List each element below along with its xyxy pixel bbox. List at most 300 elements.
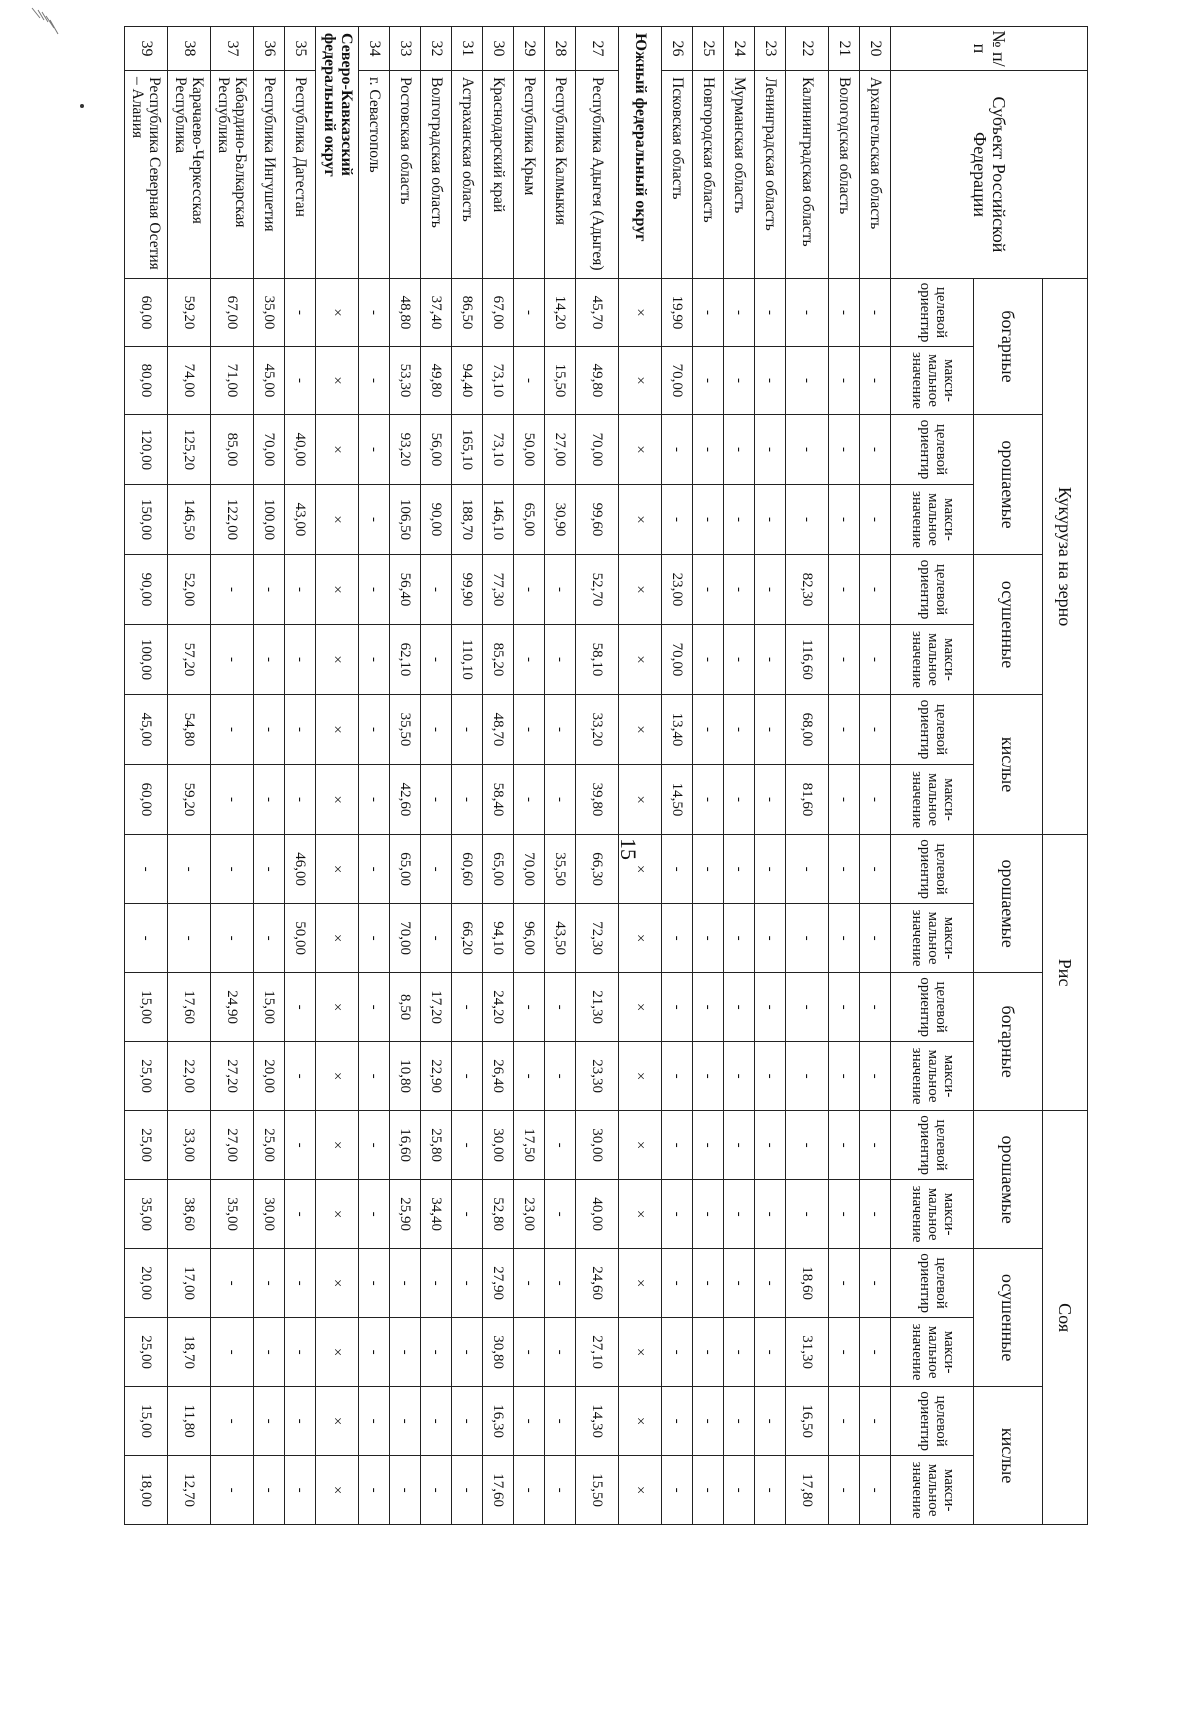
value-cell: × (316, 279, 359, 347)
value-cell: 25,00 (125, 1042, 168, 1111)
value-cell: - (514, 279, 545, 347)
value-cell: - (755, 279, 786, 347)
value-cell: - (514, 347, 545, 415)
value-cell: 120,00 (125, 415, 168, 485)
value-cell: - (211, 835, 254, 904)
value-cell: × (316, 1249, 359, 1318)
table-row (125, 27, 168, 1525)
region-name: Карачаево-Черкесская Республика (168, 71, 211, 279)
value-cell: × (316, 904, 359, 973)
value-cell: 65,00 (514, 485, 545, 555)
value-cell: - (693, 485, 724, 555)
value-cell: × (619, 973, 662, 1042)
table-row (545, 27, 576, 1525)
value-cell: 60,00 (125, 279, 168, 347)
value-cell: - (545, 973, 576, 1042)
value-cell: - (421, 625, 452, 695)
value-cell: 146,10 (483, 485, 514, 555)
value-cell: - (125, 835, 168, 904)
value-cell: 66,20 (452, 904, 483, 973)
value-cell: - (662, 973, 693, 1042)
district-name: Северо-Кавказский федеральный округ (316, 27, 359, 279)
region-name: Республика Северная Осетия – Алания (125, 71, 168, 279)
value-cell: - (755, 1111, 786, 1180)
value-cell: 20,00 (254, 1042, 285, 1111)
value-cell: - (254, 1318, 285, 1387)
value-cell: 18,00 (125, 1456, 168, 1525)
value-cell: 70,00 (662, 347, 693, 415)
value-cell: - (359, 973, 390, 1042)
value-cell: - (693, 1387, 724, 1456)
value-cell: - (254, 695, 285, 765)
header-category: кислые (974, 695, 1043, 835)
value-cell: - (860, 279, 891, 347)
value-cell: - (755, 973, 786, 1042)
value-cell: - (724, 415, 755, 485)
value-cell: × (316, 485, 359, 555)
value-cell: - (452, 973, 483, 1042)
value-cell: × (316, 695, 359, 765)
value-cell: 73,10 (483, 347, 514, 415)
value-cell: × (619, 1318, 662, 1387)
value-cell: - (829, 555, 860, 625)
value-cell: 14,50 (662, 765, 693, 835)
value-cell: - (359, 1111, 390, 1180)
value-cell: × (316, 1387, 359, 1456)
value-cell: - (211, 1318, 254, 1387)
header-target: целевой ориентир (891, 835, 974, 904)
value-cell: - (755, 1387, 786, 1456)
row-number: 29 (514, 27, 545, 71)
region-name: Калининградская область (786, 71, 829, 279)
value-cell: - (755, 1249, 786, 1318)
value-cell: 30,00 (483, 1111, 514, 1180)
value-cell: - (421, 835, 452, 904)
value-cell: 12,70 (168, 1456, 211, 1525)
header-subject: Субъект Российской Федерации (891, 71, 1088, 279)
value-cell: 165,10 (452, 415, 483, 485)
value-cell: - (359, 1180, 390, 1249)
value-cell: 99,60 (576, 485, 619, 555)
value-cell: 90,00 (125, 555, 168, 625)
value-cell: - (786, 973, 829, 1042)
value-cell: 30,00 (254, 1180, 285, 1249)
value-cell: 35,50 (545, 835, 576, 904)
value-cell: 35,00 (254, 279, 285, 347)
row-number: 28 (545, 27, 576, 71)
value-cell: - (693, 973, 724, 1042)
value-cell: - (724, 625, 755, 695)
value-cell: - (254, 765, 285, 835)
value-cell: - (860, 1042, 891, 1111)
value-cell: 30,80 (483, 1318, 514, 1387)
value-cell: 43,50 (545, 904, 576, 973)
value-cell: 30,90 (545, 485, 576, 555)
header-crop-rice: Рис (1043, 835, 1088, 1111)
value-cell: 59,20 (168, 279, 211, 347)
value-cell: 99,90 (452, 555, 483, 625)
value-cell: - (452, 1387, 483, 1456)
value-cell: - (860, 625, 891, 695)
value-cell: - (514, 765, 545, 835)
value-cell: - (786, 415, 829, 485)
value-cell: × (619, 415, 662, 485)
scan-artifact-dot (80, 104, 84, 108)
value-cell: - (359, 485, 390, 555)
value-cell: - (211, 765, 254, 835)
value-cell: 16,30 (483, 1387, 514, 1456)
value-cell: 17,60 (483, 1456, 514, 1525)
row-number: 21 (829, 27, 860, 71)
value-cell: 57,20 (168, 625, 211, 695)
value-cell: - (829, 625, 860, 695)
value-cell: - (860, 415, 891, 485)
value-cell: - (254, 555, 285, 625)
value-cell: 25,00 (254, 1111, 285, 1180)
header-target: целевой ориентир (891, 1111, 974, 1180)
value-cell: 22,00 (168, 1042, 211, 1111)
value-cell: 39,80 (576, 765, 619, 835)
row-number: 37 (211, 27, 254, 71)
value-cell: - (545, 1249, 576, 1318)
value-cell: 25,90 (390, 1180, 421, 1249)
value-cell: 71,00 (211, 347, 254, 415)
value-cell: 93,20 (390, 415, 421, 485)
value-cell: - (545, 555, 576, 625)
value-cell: - (786, 1111, 829, 1180)
value-cell: - (545, 1111, 576, 1180)
row-number: 36 (254, 27, 285, 71)
value-cell: - (211, 695, 254, 765)
value-cell: - (786, 1180, 829, 1249)
region-name: Ленинградская область (755, 71, 786, 279)
table-row (421, 27, 452, 1525)
value-cell: - (829, 765, 860, 835)
value-cell: - (421, 555, 452, 625)
value-cell: - (829, 1249, 860, 1318)
value-cell: 72,30 (576, 904, 619, 973)
value-cell: - (390, 1456, 421, 1525)
value-cell: - (452, 1318, 483, 1387)
value-cell: 150,00 (125, 485, 168, 555)
value-cell: - (755, 555, 786, 625)
value-cell: 25,00 (125, 1111, 168, 1180)
value-cell: 31,30 (786, 1318, 829, 1387)
value-cell: 24,60 (576, 1249, 619, 1318)
header-max: макси-мальное значение (891, 485, 974, 555)
table-row (724, 27, 755, 1525)
value-cell: - (662, 904, 693, 973)
value-cell: - (860, 765, 891, 835)
value-cell: - (724, 835, 755, 904)
region-name: Волгоградская область (421, 71, 452, 279)
value-cell: - (829, 1111, 860, 1180)
value-cell: 24,90 (211, 973, 254, 1042)
header-category: орошаемые (974, 415, 1043, 555)
value-cell: - (724, 765, 755, 835)
value-cell: - (168, 835, 211, 904)
value-cell: - (285, 1249, 316, 1318)
value-cell: 15,00 (125, 1387, 168, 1456)
value-cell: - (359, 835, 390, 904)
value-cell: 60,60 (452, 835, 483, 904)
value-cell: - (860, 1180, 891, 1249)
value-cell: × (619, 1387, 662, 1456)
value-cell: - (829, 279, 860, 347)
value-cell: - (829, 415, 860, 485)
value-cell: 19,90 (662, 279, 693, 347)
value-cell: - (755, 1180, 786, 1249)
region-name: Краснодарский край (483, 71, 514, 279)
value-cell: - (514, 625, 545, 695)
region-name: г. Севастополь (359, 71, 390, 279)
value-cell: - (421, 1318, 452, 1387)
value-cell: - (724, 555, 755, 625)
value-cell: 56,40 (390, 555, 421, 625)
value-cell: - (452, 695, 483, 765)
value-cell: 52,80 (483, 1180, 514, 1249)
value-cell: 100,00 (125, 625, 168, 695)
value-cell: - (285, 1387, 316, 1456)
value-cell: 52,70 (576, 555, 619, 625)
region-name: Республика Адыгея (Адыгея) (576, 71, 619, 279)
value-cell: - (829, 973, 860, 1042)
value-cell: - (545, 1387, 576, 1456)
row-number: 34 (359, 27, 390, 71)
value-cell: 90,00 (421, 485, 452, 555)
header-target: целевой ориентир (891, 973, 974, 1042)
header-category: кислые (974, 1387, 1043, 1525)
value-cell: - (829, 835, 860, 904)
region-name: Новгородская область (693, 71, 724, 279)
value-cell: 110,10 (452, 625, 483, 695)
table-container (114, 26, 1088, 1522)
value-cell: - (285, 625, 316, 695)
value-cell: 58,40 (483, 765, 514, 835)
value-cell: - (786, 347, 829, 415)
row-number: 20 (860, 27, 891, 71)
page-number: 15 (616, 838, 641, 860)
value-cell: - (860, 1249, 891, 1318)
value-cell: 94,10 (483, 904, 514, 973)
value-cell: 10,80 (390, 1042, 421, 1111)
value-cell: × (619, 1111, 662, 1180)
value-cell: 122,00 (211, 485, 254, 555)
value-cell: - (755, 1042, 786, 1111)
value-cell: 85,20 (483, 625, 514, 695)
value-cell: × (619, 765, 662, 835)
value-cell: - (860, 1387, 891, 1456)
value-cell: - (545, 1042, 576, 1111)
value-cell: × (619, 1180, 662, 1249)
value-cell: 21,30 (576, 973, 619, 1042)
row-number: 26 (662, 27, 693, 71)
value-cell: 60,00 (125, 765, 168, 835)
value-cell: 43,00 (285, 485, 316, 555)
value-cell: 15,00 (254, 973, 285, 1042)
value-cell: - (693, 1111, 724, 1180)
value-cell: 94,40 (452, 347, 483, 415)
value-cell: 59,20 (168, 765, 211, 835)
value-cell: 146,50 (168, 485, 211, 555)
value-cell: - (662, 1249, 693, 1318)
value-cell: - (421, 1249, 452, 1318)
value-cell: 96,00 (514, 904, 545, 973)
value-cell: 56,00 (421, 415, 452, 485)
value-cell: × (619, 625, 662, 695)
value-cell: - (125, 904, 168, 973)
district-row (316, 27, 359, 1525)
value-cell: - (514, 1249, 545, 1318)
value-cell: 85,00 (211, 415, 254, 485)
value-cell: - (860, 485, 891, 555)
value-cell: 66,30 (576, 835, 619, 904)
region-name: Вологодская область (829, 71, 860, 279)
header-target: целевой ориентир (891, 695, 974, 765)
value-cell: - (359, 415, 390, 485)
row-number: 23 (755, 27, 786, 71)
value-cell: - (755, 485, 786, 555)
value-cell: 27,10 (576, 1318, 619, 1387)
value-cell: - (514, 1318, 545, 1387)
value-cell: 24,20 (483, 973, 514, 1042)
value-cell: - (693, 904, 724, 973)
value-cell: 35,00 (211, 1180, 254, 1249)
value-cell: - (860, 973, 891, 1042)
table-row (211, 27, 254, 1525)
value-cell: - (421, 1387, 452, 1456)
value-cell: 70,00 (514, 835, 545, 904)
value-cell: 68,00 (786, 695, 829, 765)
value-cell: - (693, 1318, 724, 1387)
value-cell: × (619, 555, 662, 625)
value-cell: - (724, 1387, 755, 1456)
value-cell: - (693, 347, 724, 415)
value-cell: - (662, 415, 693, 485)
value-cell: 106,50 (390, 485, 421, 555)
header-max: макси-мальное значение (891, 1456, 974, 1525)
value-cell: - (168, 904, 211, 973)
value-cell: - (359, 765, 390, 835)
value-cell: - (755, 347, 786, 415)
value-cell: - (254, 1387, 285, 1456)
value-cell: - (359, 904, 390, 973)
value-cell: - (514, 1042, 545, 1111)
value-cell: 70,00 (576, 415, 619, 485)
value-cell: - (829, 1318, 860, 1387)
value-cell: - (285, 347, 316, 415)
value-cell: - (514, 555, 545, 625)
value-cell: - (514, 1456, 545, 1525)
value-cell: 74,00 (168, 347, 211, 415)
value-cell: 17,80 (786, 1456, 829, 1525)
value-cell: × (316, 555, 359, 625)
value-cell: 70,00 (390, 904, 421, 973)
value-cell: - (285, 1180, 316, 1249)
value-cell: - (421, 695, 452, 765)
value-cell: - (545, 695, 576, 765)
value-cell: 82,30 (786, 555, 829, 625)
value-cell: - (211, 1456, 254, 1525)
table-row (755, 27, 786, 1525)
value-cell: 100,00 (254, 485, 285, 555)
region-name: Кабардино-Балкарская Республика (211, 71, 254, 279)
value-cell: 125,20 (168, 415, 211, 485)
value-cell: - (860, 1456, 891, 1525)
value-cell: - (359, 1042, 390, 1111)
region-name: Ростовская область (390, 71, 421, 279)
value-cell: 14,30 (576, 1387, 619, 1456)
value-cell: - (545, 1318, 576, 1387)
value-cell: - (662, 835, 693, 904)
value-cell: - (514, 973, 545, 1042)
table-row (786, 27, 829, 1525)
value-cell: - (662, 1318, 693, 1387)
value-cell: - (724, 1042, 755, 1111)
value-cell: - (755, 835, 786, 904)
value-cell: 188,70 (452, 485, 483, 555)
table-row (483, 27, 514, 1525)
value-cell: - (786, 279, 829, 347)
table-row (452, 27, 483, 1525)
value-cell: - (514, 695, 545, 765)
value-cell: - (693, 695, 724, 765)
value-cell: - (390, 1387, 421, 1456)
value-cell: 35,00 (125, 1180, 168, 1249)
region-name: Мурманская область (724, 71, 755, 279)
value-cell: - (786, 1042, 829, 1111)
value-cell: - (662, 485, 693, 555)
header-max: макси-мальное значение (891, 1318, 974, 1387)
value-cell: 50,00 (514, 415, 545, 485)
value-cell: 17,20 (421, 973, 452, 1042)
value-cell: 48,80 (390, 279, 421, 347)
value-cell: 22,90 (421, 1042, 452, 1111)
header-crop-soy: Соя (1043, 1111, 1088, 1525)
table-row (693, 27, 724, 1525)
value-cell: - (724, 1180, 755, 1249)
value-cell: - (545, 1180, 576, 1249)
value-cell: - (359, 625, 390, 695)
value-cell: 17,00 (168, 1249, 211, 1318)
value-cell: - (211, 1387, 254, 1456)
value-cell: - (860, 1111, 891, 1180)
table-row (829, 27, 860, 1525)
value-cell: - (755, 1318, 786, 1387)
header-num: № п/п (891, 27, 1088, 71)
row-number: 39 (125, 27, 168, 71)
value-cell: 45,00 (125, 695, 168, 765)
value-cell: - (755, 415, 786, 485)
value-cell: 30,00 (576, 1111, 619, 1180)
value-cell: - (514, 1387, 545, 1456)
value-cell: 80,00 (125, 347, 168, 415)
value-cell: - (693, 835, 724, 904)
value-cell: 15,50 (576, 1456, 619, 1525)
header-max: макси-мальное значение (891, 625, 974, 695)
table-row (359, 27, 390, 1525)
value-cell: 70,00 (254, 415, 285, 485)
row-number: 30 (483, 27, 514, 71)
value-cell: 86,50 (452, 279, 483, 347)
value-cell: × (316, 1318, 359, 1387)
value-cell: - (829, 485, 860, 555)
header-target: целевой ориентир (891, 555, 974, 625)
value-cell: 16,50 (786, 1387, 829, 1456)
value-cell: - (254, 1456, 285, 1525)
region-name: Архангельская область (860, 71, 891, 279)
value-cell: 54,80 (168, 695, 211, 765)
